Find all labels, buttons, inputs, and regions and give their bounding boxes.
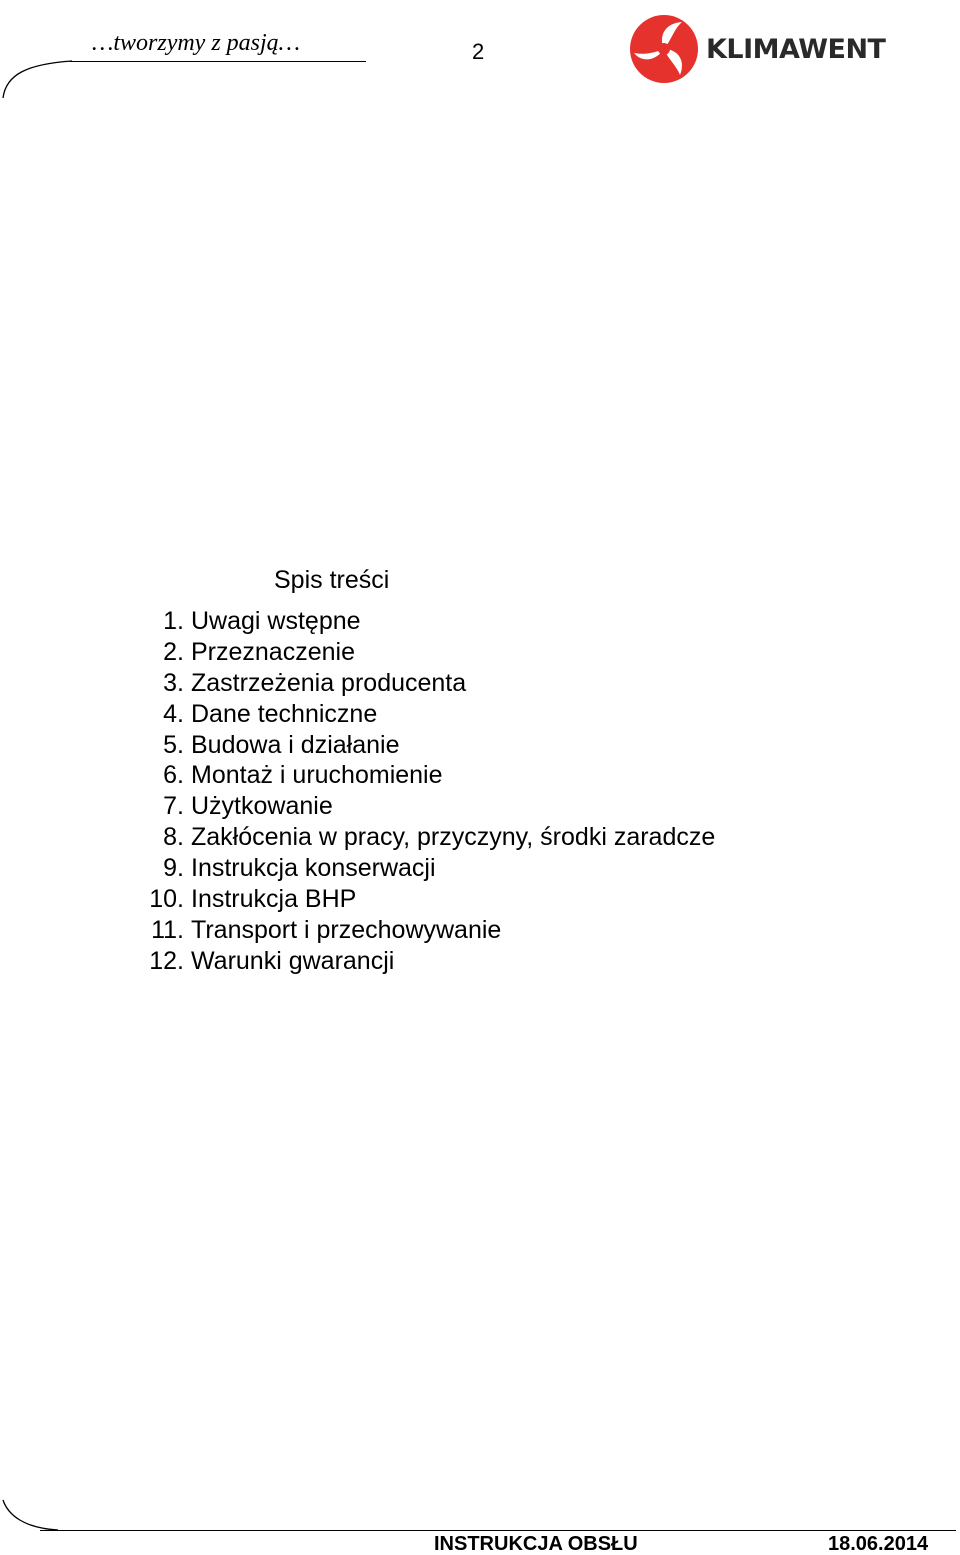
toc-item-number: 9. [163,854,184,883]
toc-item-number: 4. [163,699,184,728]
page-number: 2 [472,39,485,64]
toc-item-number: 6. [163,761,184,790]
header-rule [70,61,366,62]
toc-item-number: 12. [149,946,184,975]
toc-item-number: 10. [149,885,184,914]
footer-rule [40,1530,956,1531]
toc-item-label: Dane techniczne [191,699,378,728]
toc-item-number: 11. [151,915,184,944]
toc-item-label: Transport i przechowywanie [191,915,502,944]
footer-date: 18.06.2014 [828,1533,929,1555]
toc-item-number: 2. [163,637,184,666]
toc-title: Spis treści [274,566,390,594]
toc-item-label: Budowa i działanie [191,730,400,759]
logo-wordmark: KLIMAWENT [706,33,886,65]
footer-document-title: INSTRUKCJA OBSŁU [434,1533,638,1555]
toc-item-label: Przeznaczenie [191,637,355,666]
toc-item-label: Zakłócenia w pracy, przyczyny, środki zaradcze [191,823,716,852]
toc-item-number: 3. [163,668,184,697]
company-logo [628,12,908,86]
header-tagline: …tworzymy z pasją… [92,30,301,56]
toc-item-number: 5. [163,730,184,759]
toc-item-number: 8. [163,823,184,852]
toc-item-label: Instrukcja BHP [191,885,357,914]
toc-item-label: Użytkowanie [191,792,333,821]
toc-item-number: 7. [163,792,184,821]
toc-item-label: Uwagi wstępne [191,607,361,635]
fan-logo-icon [628,13,700,85]
toc-item-label: Warunki gwarancji [191,946,395,975]
toc-item-label: Montaż i uruchomienie [191,761,443,790]
toc-item-number: 1. [163,607,184,635]
toc-item-label: Instrukcja konserwacji [191,854,436,883]
toc-item-label: Zastrzeżenia producenta [191,668,467,697]
